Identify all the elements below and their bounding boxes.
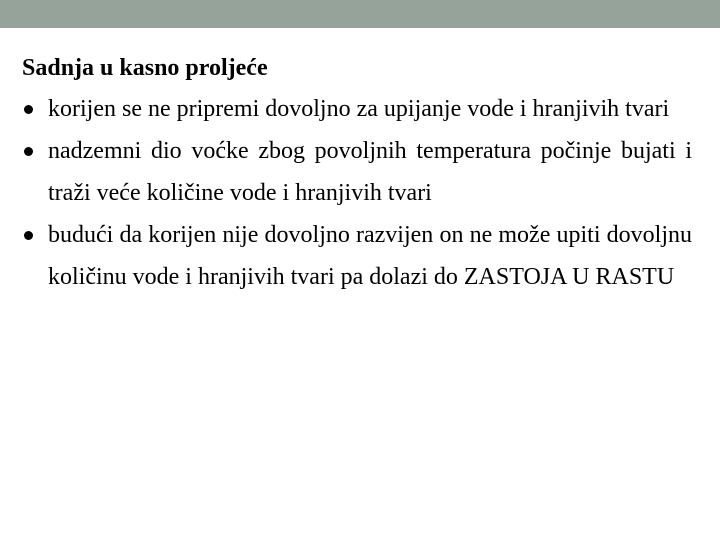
- bullet-dot-icon: [24, 105, 33, 114]
- bullet-dot-icon: [24, 231, 33, 240]
- bullet-item: [22, 214, 692, 298]
- bullet-text: nadzemni dio voćke zbog povoljnih temperatura počinje bujati i traži veće količine vode i hranjivih tvari: [48, 138, 692, 206]
- bullet-item: [22, 130, 692, 214]
- slide-content: [22, 48, 692, 298]
- bullet-item: [22, 88, 692, 130]
- bullet-dot-icon: [24, 147, 33, 156]
- bullet-list: [22, 88, 692, 298]
- bullet-text: korijen se ne pripremi dovoljno za upijanje vode i hranjivih tvari: [48, 96, 670, 122]
- slide-header-bar: [0, 0, 720, 28]
- bullet-text: budući da korijen nije dovoljno razvijen on ne može upiti dovoljnu količinu vode i hranjivih tvari pa dolazi do ZASTOJA U RASTU: [48, 222, 692, 290]
- slide-heading: Sadnja u kasno proljeće: [22, 55, 268, 81]
